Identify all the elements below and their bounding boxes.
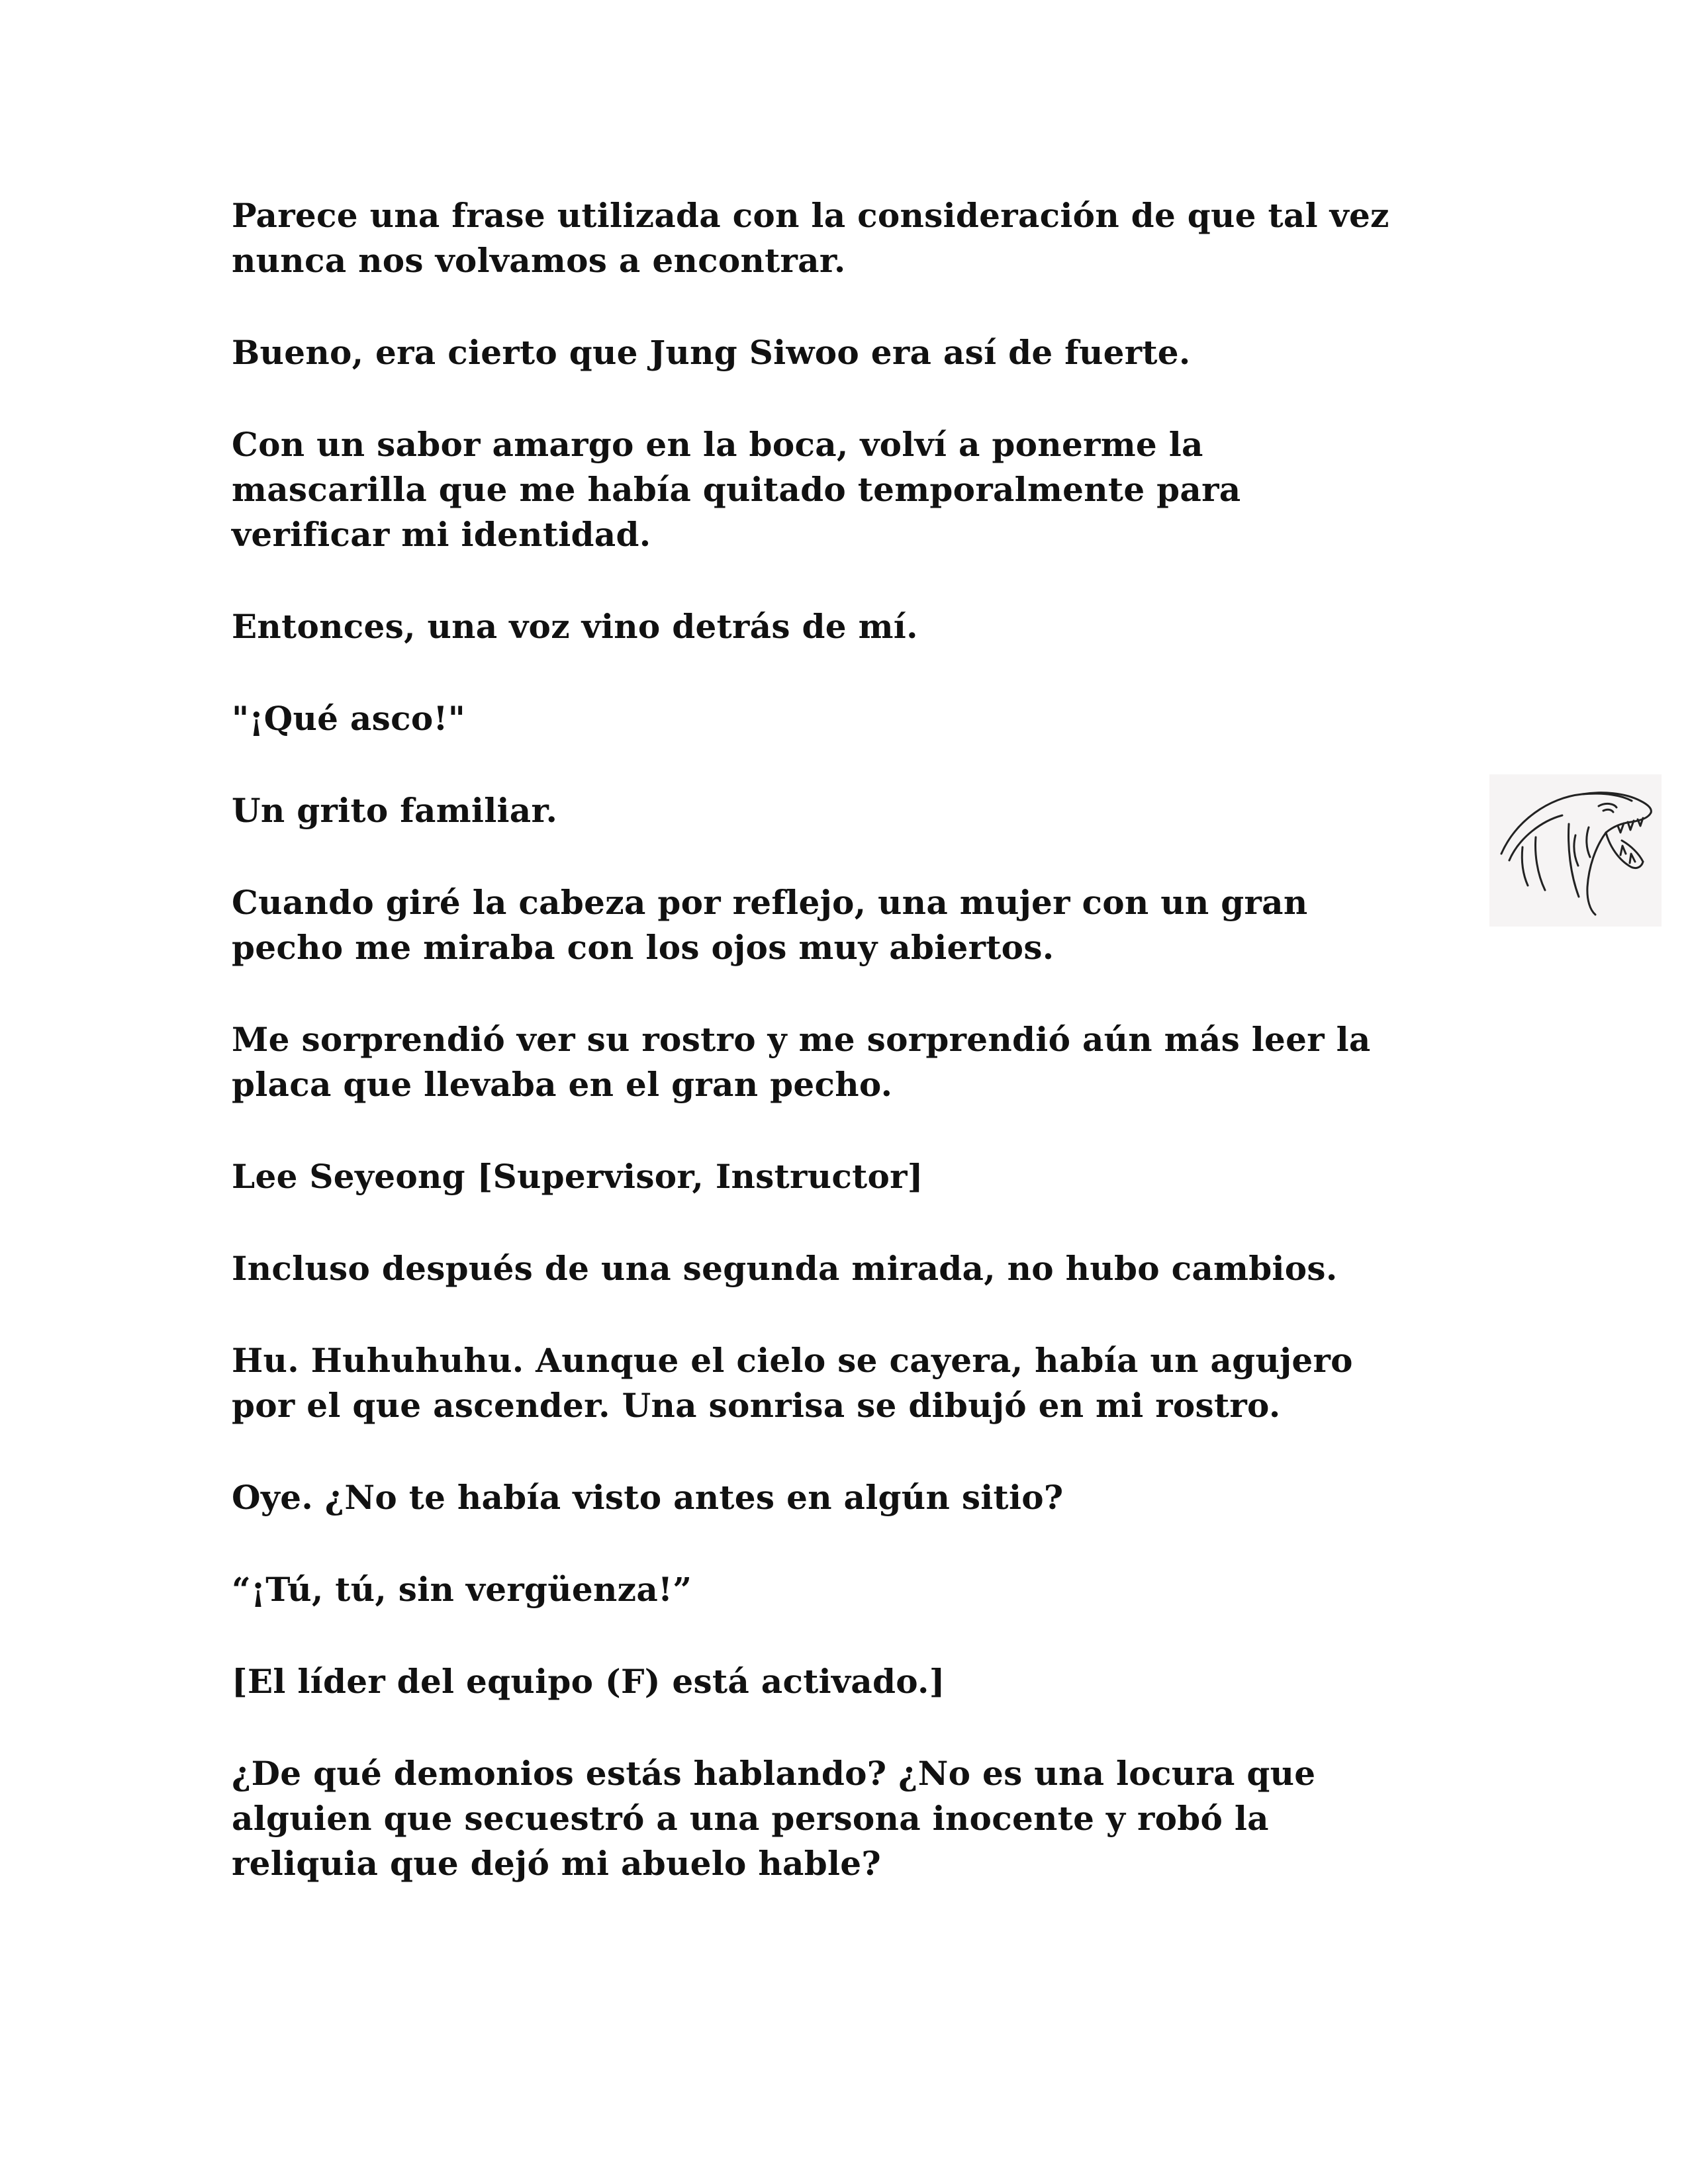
paragraph: Con un sabor amargo en la boca, volví a ponerme la mascarilla que me había quitado temporalmente para verificar mi identidad. xyxy=(232,425,1241,554)
paragraph: Lee Seyeong [Supervisor, Instructor] xyxy=(232,1157,923,1196)
paragraph: [El líder del equipo (F) está activado.] xyxy=(232,1662,945,1701)
paragraph: Hu. Huhuhuhu. Aunque el cielo se cayera, había un agujero por el que ascender. Una sonrisa se dibujó en mi rostro. xyxy=(232,1341,1353,1425)
paragraph: Oye. ¿No te había visto antes en algún sitio? xyxy=(232,1478,1064,1517)
paragraph: Parece una frase utilizada con la consideración de que tal vez nunca nos volvamos a encontrar. xyxy=(232,196,1389,280)
paragraph: Bueno, era cierto que Jung Siwoo era así de fuerte. xyxy=(232,333,1191,372)
paragraph: Entonces, una voz vino detrás de mí. xyxy=(232,607,918,646)
dinosaur-head-icon xyxy=(1489,774,1662,927)
paragraph: Me sorprendió ver su rostro y me sorprendió aún más leer la placa que llevaba en el gran pecho. xyxy=(232,1020,1371,1104)
paragraph: “¡Tú, tú, sin vergüenza!” xyxy=(232,1570,692,1609)
paragraph: Incluso después de una segunda mirada, no hubo cambios. xyxy=(232,1249,1338,1288)
paragraph: Cuando giré la cabeza por reflejo, una mujer con un gran pecho me miraba con los ojos muy abiertos. xyxy=(232,883,1308,967)
document-body xyxy=(232,193,1489,1933)
paragraph: Un grito familiar. xyxy=(232,791,558,830)
paragraph: ¿De qué demonios estás hablando? ¿No es una locura que alguien que secuestró a una persona inocente y robó la reliquia que dejó mi abuelo hable? xyxy=(232,1754,1316,1883)
paragraph: "¡Qué asco!" xyxy=(232,699,466,738)
